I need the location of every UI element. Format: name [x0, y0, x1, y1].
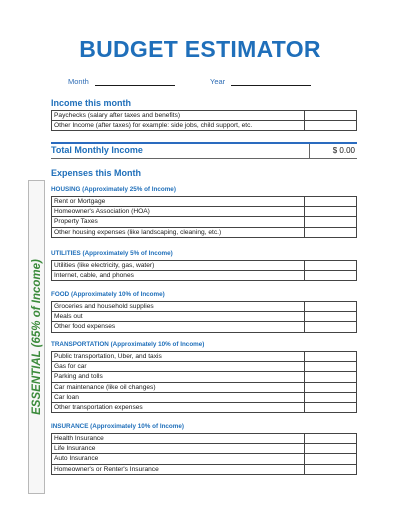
month-input-line[interactable]	[95, 77, 175, 86]
income-amount-cell[interactable]	[305, 111, 357, 121]
total-income-label: Total Monthly Income	[51, 145, 143, 155]
table-row	[52, 227, 357, 237]
expense-item-label: Other food expenses	[52, 322, 305, 332]
expense-item-label: Other housing expenses (like landscaping, cleaning, etc.)	[52, 227, 305, 237]
total-income-row	[51, 142, 357, 159]
expense-amount-cell[interactable]	[305, 362, 357, 372]
table-row	[52, 392, 357, 402]
expense-item-label: Homeowner's or Renter's Insurance	[52, 464, 305, 474]
table-row	[52, 121, 357, 131]
expense-item-label: Internet, cable, and phones	[52, 271, 305, 281]
table-row	[52, 312, 357, 322]
expense-amount-cell[interactable]	[305, 434, 357, 444]
expense-item-label: Car maintenance (like oil changes)	[52, 382, 305, 392]
essential-side-label	[28, 180, 45, 494]
expense-amount-cell[interactable]	[305, 444, 357, 454]
table-row	[52, 372, 357, 382]
insurance-heading: INSURANCE (Approximately 10% of Income)	[51, 423, 184, 430]
utilities-table	[51, 260, 357, 281]
expense-item-label: Property Taxes	[52, 217, 305, 227]
food-table	[51, 301, 357, 333]
expense-amount-cell[interactable]	[305, 382, 357, 392]
income-item-label: Other Income (after taxes) for example: side jobs, child support, etc.	[52, 121, 305, 131]
expense-amount-cell[interactable]	[305, 227, 357, 237]
expense-amount-cell[interactable]	[305, 372, 357, 382]
expenses-heading: Expenses this Month	[51, 168, 142, 178]
expense-item-label: Meals out	[52, 312, 305, 322]
expense-amount-cell[interactable]	[305, 261, 357, 271]
expense-amount-cell[interactable]	[305, 322, 357, 332]
housing-table	[51, 196, 357, 238]
table-row	[52, 382, 357, 392]
table-row	[52, 197, 357, 207]
expense-item-label: Utilities (like electricity, gas, water)	[52, 261, 305, 271]
table-row	[52, 111, 357, 121]
expense-amount-cell[interactable]	[305, 402, 357, 412]
table-row	[52, 434, 357, 444]
transportation-heading: TRANSPORTATION (Approximately 10% of Income)	[51, 341, 205, 348]
expense-amount-cell[interactable]	[305, 454, 357, 464]
food-heading: FOOD (Approximately 10% of Income)	[51, 291, 165, 298]
expense-item-label: Homeowner's Association (HOA)	[52, 207, 305, 217]
essential-label-text: ESSENTIAL (65% of Income)	[30, 259, 43, 415]
expense-item-label: Car loan	[52, 392, 305, 402]
year-input-line[interactable]	[231, 77, 311, 86]
table-row	[52, 207, 357, 217]
table-row	[52, 322, 357, 332]
housing-heading: HOUSING (Approximately 25% of Income)	[51, 186, 176, 193]
table-row	[52, 302, 357, 312]
table-row	[52, 402, 357, 412]
expense-amount-cell[interactable]	[305, 392, 357, 402]
table-row	[52, 271, 357, 281]
expense-item-label: Public transportation, Uber, and taxis	[52, 352, 305, 362]
expense-amount-cell[interactable]	[305, 464, 357, 474]
expense-amount-cell[interactable]	[305, 271, 357, 281]
table-row	[52, 362, 357, 372]
expense-item-label: Auto Insurance	[52, 454, 305, 464]
year-field[interactable]	[210, 77, 311, 86]
income-item-label: Paychecks (salary after taxes and benefits)	[52, 111, 305, 121]
table-row	[52, 454, 357, 464]
expense-amount-cell[interactable]	[305, 302, 357, 312]
year-label: Year	[210, 77, 226, 86]
table-row	[52, 217, 357, 227]
expense-amount-cell[interactable]	[305, 312, 357, 322]
transportation-table	[51, 351, 357, 413]
table-row	[52, 352, 357, 362]
expense-item-label: Rent or Mortgage	[52, 197, 305, 207]
table-row	[52, 261, 357, 271]
income-amount-cell[interactable]	[305, 121, 357, 131]
total-income-value: $ 0.00	[332, 146, 355, 155]
expense-amount-cell[interactable]	[305, 352, 357, 362]
expense-item-label: Groceries and household supplies	[52, 302, 305, 312]
income-heading: Income this month	[51, 98, 132, 108]
expense-amount-cell[interactable]	[305, 197, 357, 207]
income-table	[51, 110, 357, 131]
expense-item-label: Other transportation expenses	[52, 402, 305, 412]
table-row	[52, 464, 357, 474]
total-divider	[309, 144, 310, 158]
page-title: BUDGET ESTIMATOR	[79, 36, 321, 62]
utilities-heading: UTILITIES (Approximately 5% of Income)	[51, 250, 173, 257]
table-row	[52, 444, 357, 454]
month-label: Month	[68, 77, 89, 86]
expense-amount-cell[interactable]	[305, 207, 357, 217]
insurance-table	[51, 433, 357, 475]
month-field[interactable]	[68, 77, 175, 86]
expense-item-label: Parking and tolls	[52, 372, 305, 382]
expense-item-label: Health Insurance	[52, 434, 305, 444]
expense-item-label: Gas for car	[52, 362, 305, 372]
expense-item-label: Life Insurance	[52, 444, 305, 454]
expense-amount-cell[interactable]	[305, 217, 357, 227]
